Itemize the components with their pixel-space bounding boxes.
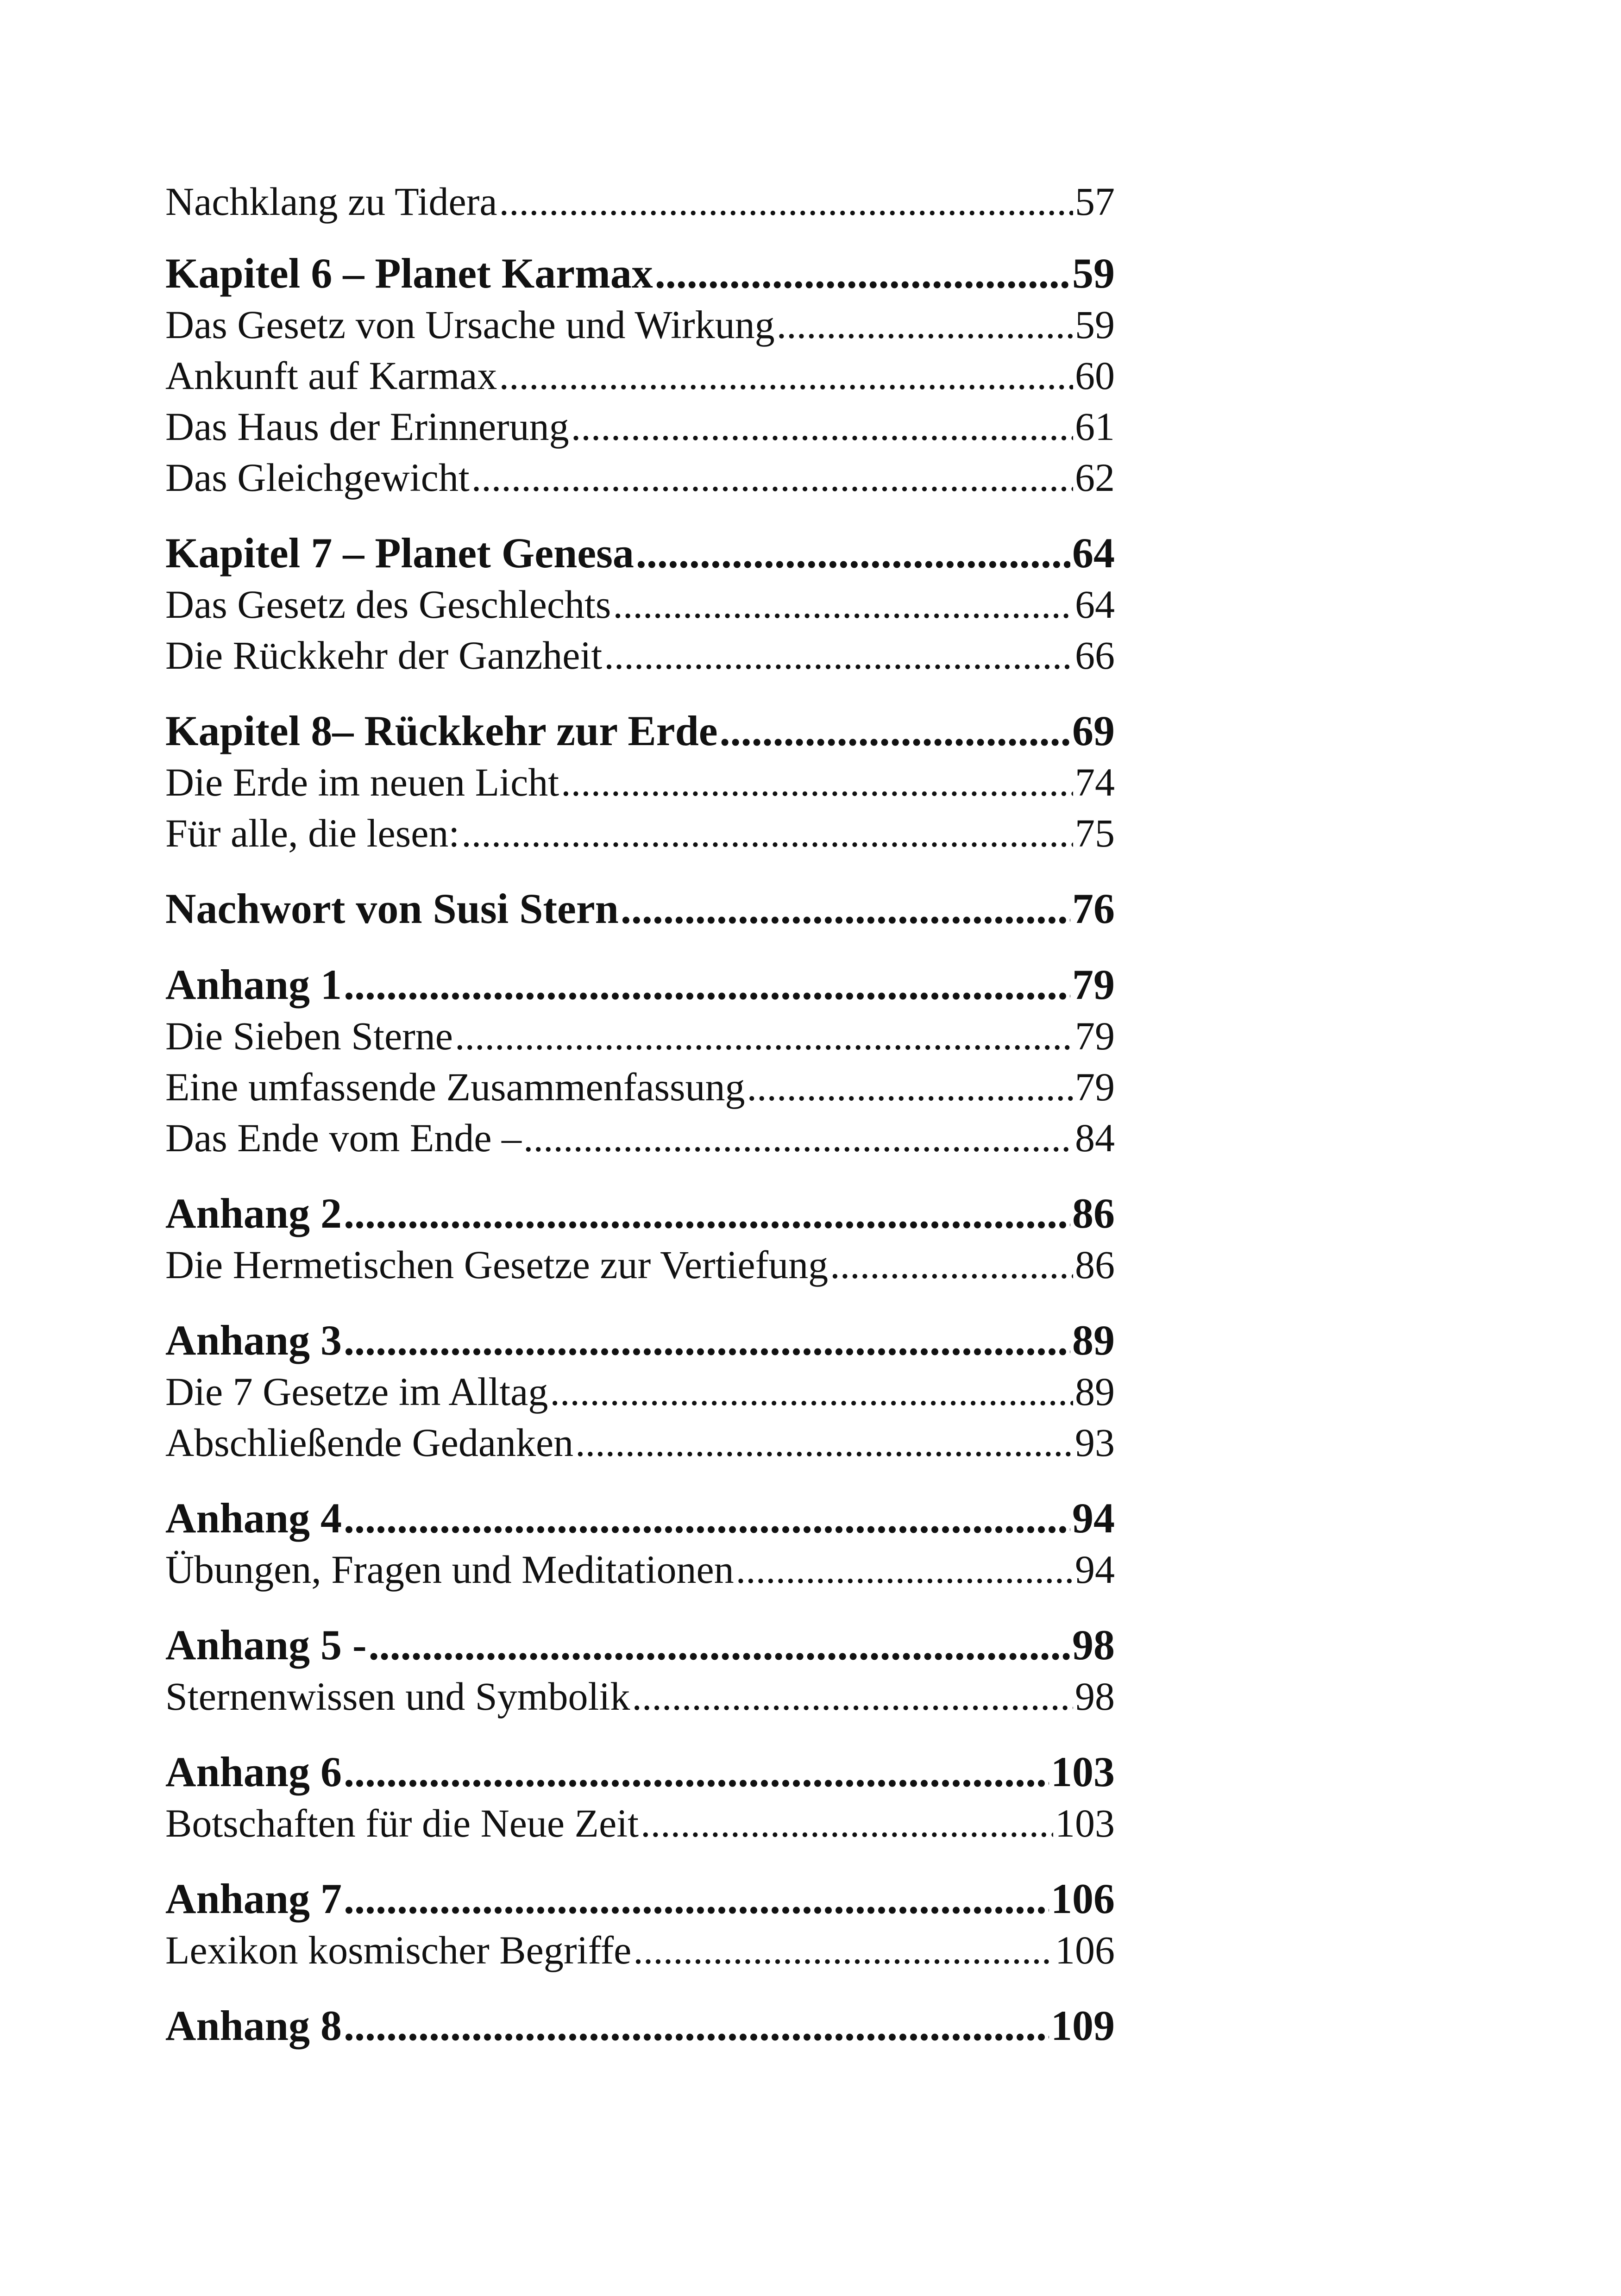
dot-leader [344, 1314, 1070, 1366]
toc-entry-title: Botschaften für die Neue Zeit [165, 1801, 639, 1845]
toc-entry-page: 69 [1072, 707, 1115, 754]
toc-entry-uebungen-fragen[interactable] [165, 1544, 1115, 1595]
toc-entry-title: Kapitel 7 – Planet Genesa [165, 529, 634, 577]
toc-entry-botschaften[interactable] [165, 1798, 1115, 1849]
toc-entry-page: 79 [1072, 961, 1115, 1008]
dot-leader [641, 1798, 1053, 1849]
toc-entry-page: 86 [1075, 1242, 1115, 1287]
dot-leader [344, 1187, 1070, 1239]
toc-entry-abschliessende-gedanken[interactable] [165, 1417, 1115, 1468]
toc-entry-title: Die 7 Gesetze im Alltag [165, 1369, 548, 1414]
toc-entry-title: Anhang 6 [165, 1748, 342, 1795]
toc-entry-erde-im-neuen-licht[interactable] [165, 757, 1115, 808]
dot-leader [655, 247, 1070, 299]
toc-entry-title: Anhang 5 - [165, 1621, 367, 1669]
toc-entry-title: Abschließende Gedanken [165, 1420, 574, 1465]
dot-leader [575, 1417, 1073, 1468]
toc-entry-page: 89 [1075, 1369, 1115, 1414]
toc-entry-title: Die Sieben Sterne [165, 1014, 453, 1058]
toc-entry-ende-vom-ende[interactable] [165, 1112, 1115, 1163]
toc-entry-title: Die Erde im neuen Licht [165, 760, 559, 804]
toc-entry-page: 109 [1051, 2002, 1115, 2049]
toc-entry-title: Kapitel 6 – Planet Karmax [165, 250, 653, 297]
toc-entry-zusammenfassung[interactable] [165, 1061, 1115, 1112]
toc-entry-gesetz-des-geschlechts[interactable] [165, 579, 1115, 630]
toc-entry-page: 64 [1075, 582, 1115, 627]
toc-entry-page: 94 [1075, 1547, 1115, 1592]
toc-entry-sternenwissen[interactable] [165, 1671, 1115, 1722]
toc-entry-sieben-sterne[interactable] [165, 1010, 1115, 1061]
toc-entry-title: Lexikon kosmischer Begriffe [165, 1928, 632, 1972]
toc-entry-title: Übungen, Fragen und Meditationen [165, 1547, 734, 1592]
dot-leader [736, 1544, 1073, 1595]
dot-leader [344, 959, 1070, 1010]
dot-leader [344, 1746, 1049, 1798]
toc-entry-page: 106 [1055, 1928, 1115, 1972]
toc-entry-page: 103 [1051, 1748, 1115, 1795]
toc-entry-page: 76 [1072, 885, 1115, 932]
table-of-contents [165, 176, 1115, 2051]
toc-entry-gesetze-im-alltag[interactable] [165, 1366, 1115, 1417]
dot-leader [777, 299, 1073, 350]
toc-entry-fuer-alle-die-lesen[interactable] [165, 808, 1115, 859]
toc-entry-nachklang-zu-tidera[interactable] [165, 176, 1115, 227]
toc-entry-page: 84 [1075, 1116, 1115, 1160]
toc-entry-gesetz-ursache-wirkung[interactable] [165, 299, 1115, 350]
toc-entry-page: 62 [1075, 455, 1115, 500]
toc-entry-page: 64 [1072, 529, 1115, 577]
toc-entry-ankunft-auf-karmax[interactable] [165, 350, 1115, 401]
toc-entry-title: Anhang 3 [165, 1317, 342, 1364]
toc-entry-title: Das Gesetz des Geschlechts [165, 582, 611, 627]
toc-chapter-nachwort[interactable] [165, 883, 1115, 935]
toc-chapter-anhang-6[interactable] [165, 1746, 1115, 1798]
toc-entry-page: 79 [1075, 1014, 1115, 1058]
toc-entry-hermetische-gesetze[interactable] [165, 1239, 1115, 1290]
toc-entry-title: Nachwort von Susi Stern [165, 885, 619, 932]
dot-leader [636, 527, 1070, 579]
toc-entry-page: 59 [1075, 302, 1115, 347]
dot-leader [344, 2000, 1049, 2051]
dot-leader [621, 883, 1070, 935]
dot-leader [747, 1061, 1073, 1112]
toc-entry-title: Anhang 1 [165, 961, 342, 1008]
toc-entry-title: Anhang 4 [165, 1494, 342, 1542]
toc-entry-page: 74 [1075, 760, 1115, 804]
dot-leader [633, 1925, 1053, 1976]
toc-entry-page: 66 [1075, 633, 1115, 678]
dot-leader [571, 401, 1073, 452]
dot-leader [632, 1671, 1073, 1722]
toc-chapter-anhang-4[interactable] [165, 1492, 1115, 1544]
toc-chapter-anhang-3[interactable] [165, 1314, 1115, 1366]
dot-leader [613, 579, 1073, 630]
toc-entry-title: Die Hermetischen Gesetze zur Vertiefung [165, 1242, 829, 1287]
toc-chapter-anhang-2[interactable] [165, 1187, 1115, 1239]
dot-leader [499, 176, 1073, 227]
toc-entry-title: Kapitel 8– Rückkehr zur Erde [165, 707, 718, 754]
dot-leader [455, 1010, 1073, 1061]
dot-leader [499, 350, 1073, 401]
toc-entry-page: 103 [1055, 1801, 1115, 1845]
toc-entry-title: Das Haus der Erinnerung [165, 404, 569, 449]
toc-entry-title: Ankunft auf Karmax [165, 353, 497, 398]
toc-entry-page: 59 [1072, 250, 1115, 297]
dot-leader [604, 630, 1073, 681]
toc-entry-title: Anhang 7 [165, 1875, 342, 1922]
dot-leader [720, 705, 1070, 757]
toc-entry-title: Anhang 2 [165, 1190, 342, 1237]
toc-chapter-anhang-1[interactable] [165, 959, 1115, 1010]
dot-leader [369, 1619, 1070, 1671]
toc-chapter-anhang-7[interactable] [165, 1873, 1115, 1925]
toc-entry-page: 93 [1075, 1420, 1115, 1465]
toc-entry-title: Nachklang zu Tidera [165, 179, 497, 224]
dot-leader [461, 808, 1073, 859]
toc-entry-title: Die Rückkehr der Ganzheit [165, 633, 603, 678]
toc-entry-page: 57 [1075, 179, 1115, 224]
dot-leader [830, 1239, 1073, 1290]
toc-entry-page: 89 [1072, 1317, 1115, 1364]
dot-leader [344, 1492, 1070, 1544]
toc-entry-haus-der-erinnerung[interactable] [165, 401, 1115, 452]
toc-entry-page: 98 [1072, 1621, 1115, 1669]
toc-entry-page: 79 [1075, 1065, 1115, 1109]
toc-chapter-kapitel-7[interactable] [165, 527, 1115, 579]
toc-entry-page: 60 [1075, 353, 1115, 398]
toc-entry-page: 106 [1051, 1875, 1115, 1922]
dot-leader [344, 1873, 1049, 1925]
toc-entry-title: Eine umfassende Zusammenfassung [165, 1065, 745, 1109]
toc-chapter-kapitel-6[interactable] [165, 247, 1115, 299]
dot-leader [471, 452, 1073, 503]
toc-entry-title: Das Ende vom Ende – [165, 1116, 522, 1160]
toc-entry-page: 98 [1075, 1674, 1115, 1719]
dot-leader [561, 757, 1073, 808]
toc-entry-title: Anhang 8 [165, 2002, 342, 2049]
toc-chapter-kapitel-8[interactable] [165, 705, 1115, 757]
toc-entry-page: 86 [1072, 1190, 1115, 1237]
dot-leader [523, 1112, 1073, 1163]
toc-entry-title: Das Gleichgewicht [165, 455, 470, 500]
toc-entry-title: Für alle, die lesen: [165, 811, 460, 855]
toc-entry-page: 75 [1075, 811, 1115, 855]
toc-entry-page: 61 [1075, 404, 1115, 449]
toc-entry-page: 94 [1072, 1494, 1115, 1542]
toc-chapter-anhang-8[interactable] [165, 2000, 1115, 2051]
dot-leader [550, 1366, 1073, 1417]
toc-entry-rueckkehr-der-ganzheit[interactable] [165, 630, 1115, 681]
toc-entry-lexikon[interactable] [165, 1925, 1115, 1976]
toc-entry-title: Sternenwissen und Symbolik [165, 1674, 630, 1719]
toc-entry-gleichgewicht[interactable] [165, 452, 1115, 503]
toc-chapter-anhang-5[interactable] [165, 1619, 1115, 1671]
toc-entry-title: Das Gesetz von Ursache und Wirkung [165, 302, 775, 347]
